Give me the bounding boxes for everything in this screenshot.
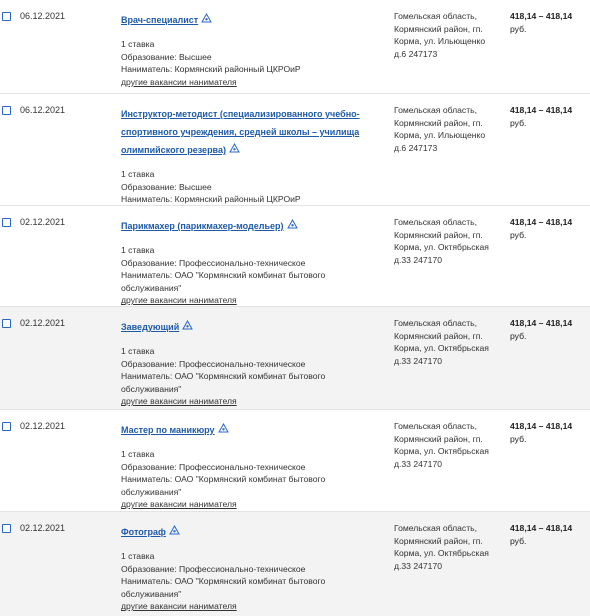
vacancy-salary — [510, 104, 586, 129]
info-triangle-icon[interactable] — [229, 140, 240, 158]
vacancy-row — [0, 206, 590, 307]
salary-currency: руб. — [510, 229, 527, 240]
vacancy-title-link[interactable]: Заведующий — [121, 322, 180, 333]
info-triangle-icon[interactable] — [169, 522, 180, 540]
vacancy-address: Гомельская область, Кормянский район, гп. Корма, ул. Октябрьская д.33 247170 — [394, 421, 489, 469]
select-checkbox[interactable] — [2, 12, 11, 21]
vacancy-date: 06.12.2021 — [20, 105, 66, 115]
vacancy-main — [121, 10, 366, 88]
vacancy-title-link[interactable]: Фотограф — [121, 527, 166, 538]
vacancy-salary — [510, 317, 586, 342]
salary-amount: 418,14 – 418,14 — [510, 217, 573, 227]
vacancy-date: 02.12.2021 — [20, 318, 66, 328]
vacancy-education: Образование: Высшее — [121, 181, 212, 192]
vacancy-details — [121, 345, 366, 395]
vacancy-details — [121, 550, 366, 600]
select-checkbox[interactable] — [2, 524, 11, 533]
info-triangle-icon[interactable] — [218, 420, 229, 438]
salary-currency: руб. — [510, 117, 527, 128]
vacancy-details — [121, 168, 366, 206]
other-vacancies-link[interactable]: другие вакансии нанимателя — [121, 396, 237, 407]
vacancy-rate: 1 ставка — [121, 169, 155, 180]
vacancy-main — [121, 522, 366, 613]
vacancy-salary — [510, 10, 586, 35]
vacancy-main — [121, 104, 366, 218]
select-checkbox[interactable] — [2, 319, 11, 328]
vacancy-details — [121, 38, 366, 76]
vacancy-title-link[interactable]: Врач-специалист — [121, 15, 199, 26]
select-checkbox[interactable] — [2, 422, 11, 431]
vacancy-rate: 1 ставка — [121, 346, 155, 357]
vacancy-date: 06.12.2021 — [20, 11, 66, 21]
salary-currency: руб. — [510, 23, 527, 34]
vacancy-employer: Наниматель: Кормянский районный ЦКРОиР — [121, 194, 301, 205]
vacancy-title-link[interactable]: Парикмахер (парикмахер-модельер) — [121, 221, 284, 232]
vacancy-employer: Наниматель: ОАО "Кормянский комбинат бытового обслуживания" — [121, 576, 326, 599]
salary-amount: 418,14 – 418,14 — [510, 11, 573, 21]
vacancy-rate: 1 ставка — [121, 245, 155, 256]
vacancy-salary — [510, 522, 586, 547]
info-triangle-icon[interactable] — [201, 10, 212, 28]
select-checkbox[interactable] — [2, 106, 11, 115]
salary-currency: руб. — [510, 433, 527, 444]
vacancy-row — [0, 94, 590, 206]
vacancy-rate: 1 ставка — [121, 449, 155, 460]
vacancy-details — [121, 244, 366, 294]
vacancy-education: Образование: Профессионально-техническое — [121, 563, 306, 574]
salary-amount: 418,14 – 418,14 — [510, 105, 573, 115]
salary-amount: 418,14 – 418,14 — [510, 421, 573, 431]
vacancy-row — [0, 307, 590, 410]
vacancy-main — [121, 216, 366, 307]
vacancy-details — [121, 448, 366, 498]
vacancy-date: 02.12.2021 — [20, 217, 66, 227]
vacancy-address: Гомельская область, Кормянский район, гп. Корма, ул. Ильющенко д.6 247173 — [394, 11, 486, 59]
vacancy-address: Гомельская область, Кормянский район, гп. Корма, ул. Октябрьская д.33 247170 — [394, 217, 489, 265]
select-checkbox[interactable] — [2, 218, 11, 227]
vacancy-education: Образование: Высшее — [121, 51, 212, 62]
vacancy-education: Образование: Профессионально-техническое — [121, 257, 306, 268]
info-triangle-icon[interactable] — [287, 216, 298, 234]
info-triangle-icon[interactable] — [182, 317, 193, 335]
other-vacancies-link[interactable]: другие вакансии нанимателя — [121, 601, 237, 612]
vacancy-salary — [510, 420, 586, 445]
vacancy-date: 02.12.2021 — [20, 421, 66, 431]
salary-amount: 418,14 – 418,14 — [510, 318, 573, 328]
vacancy-main — [121, 317, 366, 408]
vacancy-address: Гомельская область, Кормянский район, гп. Корма, ул. Октябрьская д.33 247170 — [394, 523, 489, 571]
salary-amount: 418,14 – 418,14 — [510, 523, 573, 533]
vacancy-rate: 1 ставка — [121, 551, 155, 562]
vacancy-address: Гомельская область, Кормянский район, гп. Корма, ул. Октябрьская д.33 247170 — [394, 318, 489, 366]
vacancy-salary — [510, 216, 586, 241]
vacancy-education: Образование: Профессионально-техническое — [121, 461, 306, 472]
other-vacancies-link[interactable]: другие вакансии нанимателя — [121, 76, 237, 87]
other-vacancies-link[interactable]: другие вакансии нанимателя — [121, 295, 237, 306]
salary-currency: руб. — [510, 330, 527, 341]
vacancy-rate: 1 ставка — [121, 39, 155, 50]
other-vacancies-link[interactable]: другие вакансии нанимателя — [121, 499, 237, 510]
vacancy-row — [0, 410, 590, 512]
vacancy-title-link[interactable]: Мастер по маникюру — [121, 425, 215, 436]
vacancy-date: 02.12.2021 — [20, 523, 66, 533]
vacancy-employer: Наниматель: ОАО "Кормянский комбинат бытового обслуживания" — [121, 371, 326, 394]
salary-currency: руб. — [510, 535, 527, 546]
vacancy-employer: Наниматель: ОАО "Кормянский комбинат бытового обслуживания" — [121, 474, 326, 497]
vacancy-main — [121, 420, 366, 511]
vacancy-title-link[interactable]: Инструктор-методист (специализированного учебно-спортивного учреждения, средней школы – училища олимпийского резерва) — [121, 109, 360, 156]
vacancy-row — [0, 0, 590, 94]
vacancy-education: Образование: Профессионально-техническое — [121, 358, 306, 369]
vacancy-row — [0, 512, 590, 616]
vacancy-employer: Наниматель: Кормянский районный ЦКРОиР — [121, 64, 301, 75]
vacancy-employer: Наниматель: ОАО "Кормянский комбинат бытового обслуживания" — [121, 270, 326, 293]
vacancy-address: Гомельская область, Кормянский район, гп. Корма, ул. Ильющенко д.6 247173 — [394, 105, 486, 153]
